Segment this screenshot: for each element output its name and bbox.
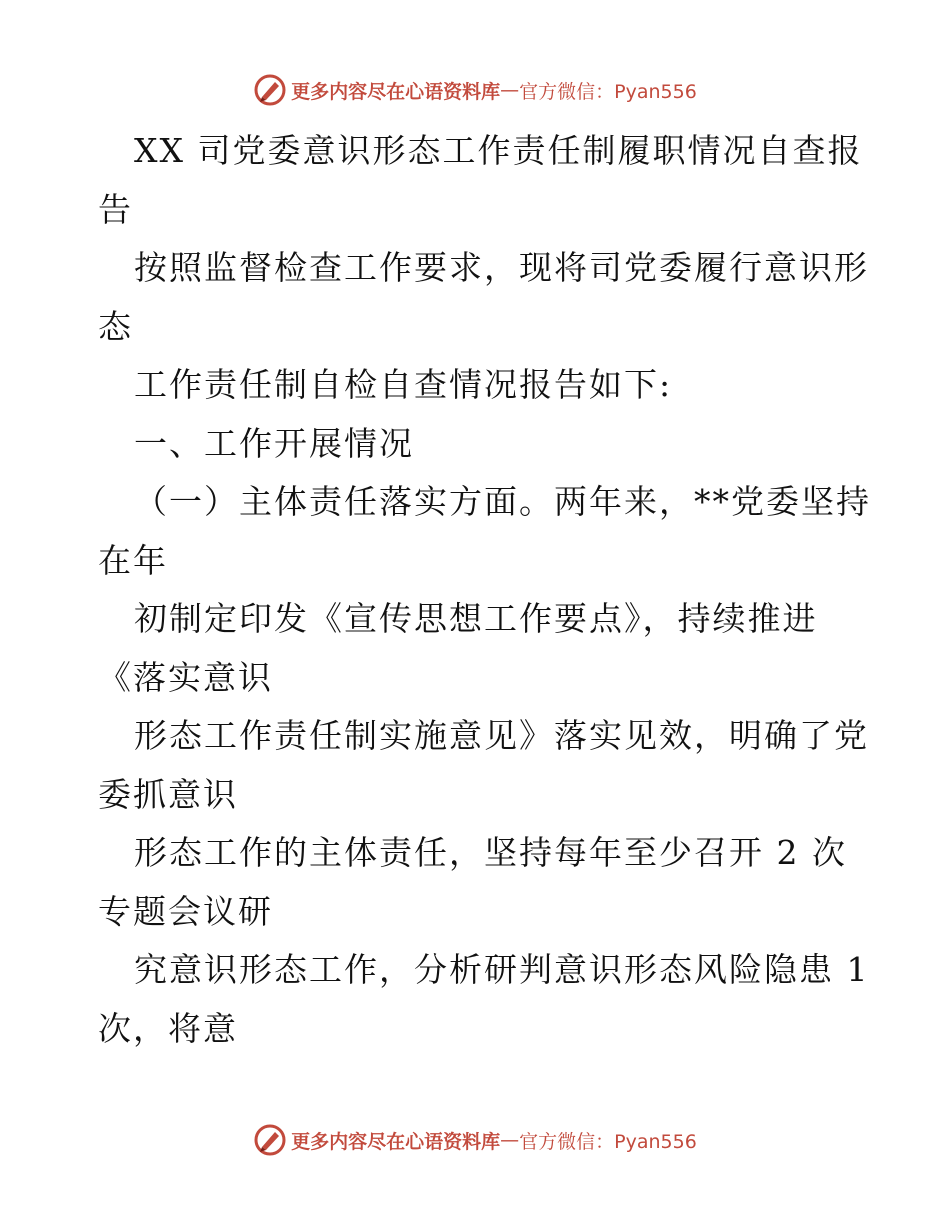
text-line: 初制定印发《宣传思想工作要点》，持续推进 xyxy=(134,599,818,638)
text-line: 形态工作责任制实施意见》落实见效，明确了党 xyxy=(134,716,869,755)
watermark-dash: — xyxy=(500,79,520,101)
watermark-banner-top xyxy=(0,70,950,110)
watermark-dash: — xyxy=(500,1129,520,1151)
text-line: 专题会议研 xyxy=(98,891,273,931)
watermark-wechat: 官方微信：Pyan556 xyxy=(519,80,697,103)
text-line: 告 xyxy=(98,189,133,229)
watermark-banner-bottom xyxy=(0,1120,950,1160)
watermark-text: 更多内容尽在心语资料库 xyxy=(291,80,501,103)
text-line: 形态工作的主体责任，坚持每年至少召开 2 次 xyxy=(134,833,847,872)
text-line: XX 司党委意识形态工作责任制履职情况自查报 xyxy=(134,131,863,170)
document-body xyxy=(98,122,871,1058)
text-line: 态 xyxy=(98,306,133,346)
watermark-wechat: 官方微信：Pyan556 xyxy=(519,1130,697,1153)
text-line: 《落实意识 xyxy=(98,657,273,697)
text-line: 在年 xyxy=(98,540,168,580)
watermark-text: 更多内容尽在心语资料库 xyxy=(291,1130,501,1153)
text-line: 工作责任制自检自查情况报告如下: xyxy=(134,365,673,404)
text-line: （一）主体责任落实方面。两年来，**党委坚持 xyxy=(134,482,871,521)
pen-logo-icon xyxy=(253,1123,287,1157)
text-line: 究意识形态工作，分析研判意识形态风险隐患 1 xyxy=(134,950,870,989)
text-line: 按照监督检查工作要求，现将司党委履行意识形 xyxy=(134,248,869,287)
text-line: 次，将意 xyxy=(98,1008,238,1048)
pen-logo-icon xyxy=(253,73,287,107)
section-heading: 一、工作开展情况 xyxy=(134,423,414,463)
text-line: 委抓意识 xyxy=(98,774,238,814)
